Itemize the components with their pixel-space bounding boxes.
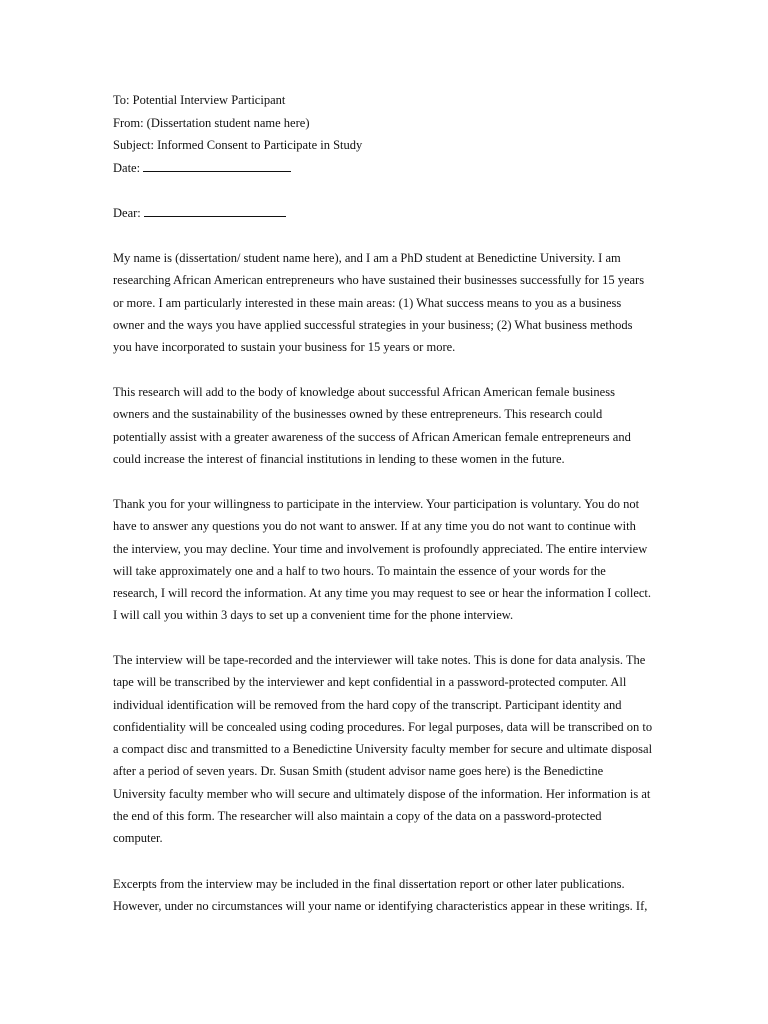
memo-to: To: Potential Interview Participant: [113, 93, 286, 107]
paragraph-excerpts: [113, 873, 658, 918]
paragraph-line: Excerpts from the interview may be included in the final dissertation report or other later publications.: [113, 877, 625, 891]
paragraph-line: The interview will be tape-recorded and the interviewer will take notes. This is done for data analysis. The: [113, 653, 646, 667]
paragraph-line: will take approximately one and a half to two hours. To maintain the essence of your words for the: [113, 563, 606, 578]
paragraph-line: individual identification will be removed from the hard copy of the transcript. Participant identity and: [113, 697, 622, 712]
salutation-label: Dear:: [113, 206, 141, 220]
paragraph-line: However, under no circumstances will your name or identifying characteristics appear in these writings. If,: [113, 899, 648, 914]
memo-subject: Subject: Informed Consent to Participate in Study: [113, 138, 363, 152]
paragraph-participation: [113, 493, 658, 627]
paragraph-line: could increase the interest of financial institutions in lending to these women in the future.: [113, 451, 565, 466]
memo-header: [113, 89, 362, 179]
paragraph-line: tape will be transcribed by the interviewer and kept confidential in a password-protected computer. All: [113, 675, 627, 690]
paragraph-line: computer.: [113, 831, 163, 846]
paragraph-confidentiality: [113, 649, 658, 850]
paragraph-line: Thank you for your willingness to participate in the interview. Your participation is voluntary. You do not: [113, 497, 640, 511]
paragraph-line: a compact disc and transmitted to a Benedictine University faculty member for secure and ultimate disposal: [113, 742, 653, 757]
paragraph-line: the end of this form. The researcher will also maintain a copy of the data on a password-protected: [113, 809, 602, 824]
paragraph-line: owner and the ways you have applied successful strategies in your business; (2) What business methods: [113, 317, 633, 332]
paragraph-line: owners and the sustainability of the businesses owned by these entrepreneurs. This research could: [113, 407, 603, 422]
paragraph-intro: [113, 247, 658, 358]
paragraph-line: you have incorporated to sustain your business for 15 years or more.: [113, 340, 456, 355]
paragraph-line: or more. I am particularly interested in these main areas: (1) What success means to you as a business: [113, 295, 622, 310]
date-blank-line: [143, 161, 291, 172]
salutation-line: [113, 202, 286, 225]
paragraph-line: researching African American entrepreneurs who have sustained their businesses successfully for 15 years: [113, 273, 645, 288]
paragraph-line: potentially assist with a greater awareness of the success of African American female entrepreneurs and: [113, 429, 631, 444]
paragraph-line: research, I will record the information. At any time you may request to see or hear the information I collect.: [113, 586, 652, 601]
salutation-blank-line: [144, 206, 286, 217]
memo-date-line: [113, 157, 362, 180]
paragraph-line: have to answer any questions you do not want to answer. If at any time you do not want to continue with: [113, 519, 636, 534]
memo-date-label: Date:: [113, 160, 141, 175]
paragraph-line: I will call you within 3 days to set up a convenient time for the phone interview.: [113, 608, 514, 623]
memo-from: From: (Dissertation student name here): [113, 115, 310, 130]
paragraph-research-purpose: [113, 381, 658, 470]
paragraph-line: the interview, you may decline. Your time and involvement is profoundly appreciated. The entire interview: [113, 541, 648, 556]
paragraph-line: after a period of seven years. Dr. Susan Smith (student advisor name goes here) is the Benedictine: [113, 764, 604, 779]
paragraph-line: This research will add to the body of knowledge about successful African American female business: [113, 385, 615, 399]
paragraph-line: confidentiality will be concealed using coding procedures. For legal purposes, data will be transcribed on to: [113, 719, 653, 734]
paragraph-line: University faculty member who will secure and ultimately dispose of the information. Her information is at: [113, 786, 651, 801]
paragraph-line: My name is (dissertation/ student name here), and I am a PhD student at Benedictine University. I am: [113, 251, 621, 265]
